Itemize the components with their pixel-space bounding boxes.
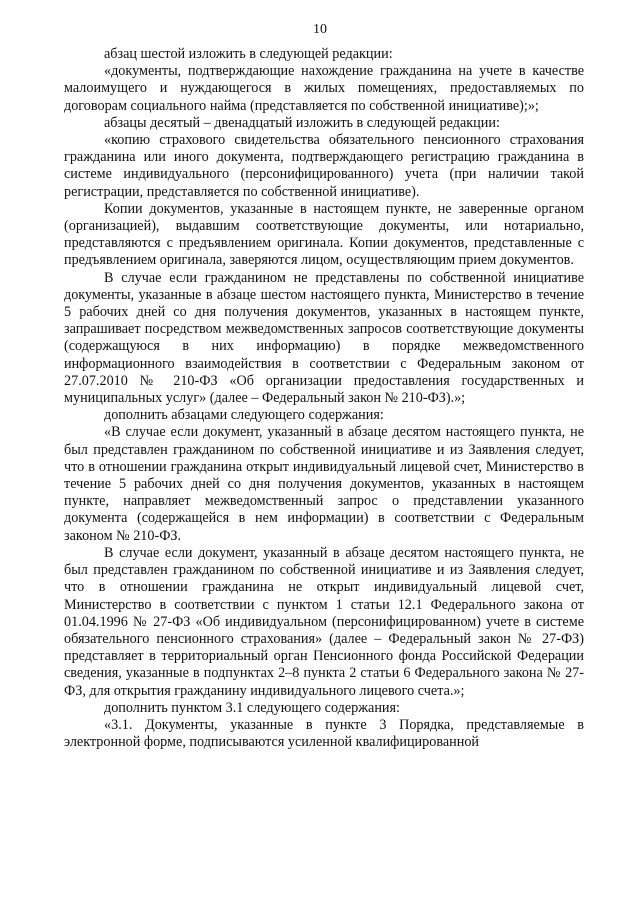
paragraph-10: дополнить пунктом 3.1 следующего содержания: — [104, 699, 400, 716]
paragraph-4: «копию страхового свидетельства обязательного пенсионного страхования гражданина или иного документа, подтверждающего регистрацию гражданина в системе индивидуального (персонифицированного) учета (при наличии такой регистрации, представляется по собственной инициативе). — [64, 132, 584, 200]
document-body — [64, 46, 584, 751]
paragraph-1: абзац шестой изложить в следующей редакции: — [104, 46, 393, 62]
paragraph-7: дополнить абзацами следующего содержания: — [104, 407, 384, 424]
paragraph-8: «В случае если документ, указанный в абзаце десятом настоящего пункта, не был представлен гражданином по собственной инициативе и из Заявления следует, что в отношении гражданина открыт индивидуальный лицевой счет, Министерство в течение 5 рабочих дней со дня получения документов, указанных в настоящем пункте, направляет межведомственный запрос о представлении указанного документа (содержащейся в нем информации) в соответствии с Федеральным законом № 210-ФЗ. — [64, 424, 584, 544]
paragraph-9: В случае если документ, указанный в абзаце десятом настоящего пункта, не был представлен гражданином по собственной инициативе и из Заявления следует, что в отношении гражданина не открыт индивидуальный лицевой счет, Министерство в соответствии с пунктом 1 статьи 12.1 Федерального закона от 01.04.1996 № 27-ФЗ «Об индивидуальном (персонифицированном) учете в системе обязательного пенсионного страхования» (далее – Федеральный закон № 27-ФЗ) представляет в территориальный орган Пенсионного фонда Российской Федерации сведения, указанные в подпунктах 2–8 пункта 2 статьи 6 Федерального закона № 27-ФЗ, для открытия гражданину индивидуального лицевого счета.»; — [64, 544, 584, 699]
paragraph-2: «документы, подтверждающие нахождение гражданина на учете в качестве малоимущего и нуждающегося в жилых помещениях, предоставляемых по договорам социального найма (представляется по собственной инициативе);»; — [64, 63, 584, 114]
paragraph-11: «3.1. Документы, указанные в пункте 3 Порядка, представляемые в электронной форме, подписываются усиленной квалифицированной — [64, 716, 584, 751]
page-number: 10 — [313, 22, 327, 37]
paragraph-6: В случае если гражданином не представлены по собственной инициативе документы, указанные в абзаце шестом настоящего пункта, Министерство в течение 5 рабочих дней со дня получения документов, указанных в настоящем пункте, запрашивает посредством межведомственных запросов соответствующие документы (содержащуюся в них информацию) в порядке межведомственного информационного взаимодействия в соответствии с Федеральным законом от 27.07.2010 № 210-ФЗ «Об организации предоставления государственных и муниципальных услуг» (далее – Федеральный закон № 210-ФЗ).»; — [64, 269, 584, 407]
paragraph-5: Копии документов, указанные в настоящем пункте, не заверенные органом (организацией), выдавшим соответствующие документы, или нотариально, представляются с предъявлением оригинала. Копии документов, представленные с предъявлением оригинала, заверяются лицом, осуществляющим прием документов. — [64, 200, 584, 269]
paragraph-3: абзацы десятый – двенадцатый изложить в следующей редакции: — [104, 114, 500, 131]
